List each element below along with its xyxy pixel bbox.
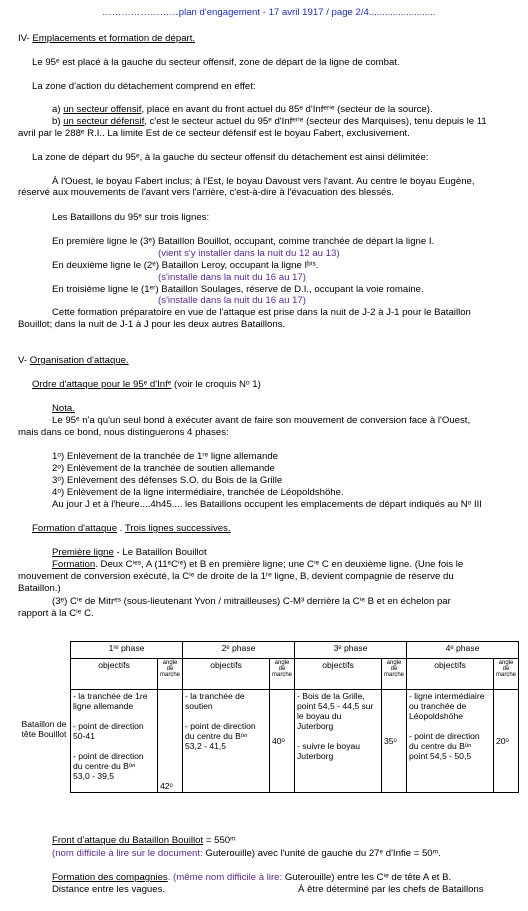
line-first-note: (vient s'y installer dans la nuit du 12 au 13) (158, 248, 340, 259)
section-number: V- (18, 355, 28, 366)
paragraph: Le 95ᵉ n'a qu'un seul bond à exécuter avant de faire son mouvement de conversion face à l'Ouest, (52, 415, 471, 426)
col-header-objectifs: objectifs (183, 659, 270, 690)
paragraph: La zone d'action du détachement comprend en effet: (32, 81, 256, 92)
paragraph: mais dans ce bond, nous distinguerons 4 phases: (18, 427, 229, 438)
nota-title: Nota. (52, 403, 75, 414)
distance-text: À être déterminé par les chefs de Bataillons (298, 884, 484, 895)
formation-text: Trois lignes successives. (124, 523, 231, 534)
col-header-angle: angle de marche (494, 659, 519, 690)
paragraph: réservé aux mouvements de l'avant vers l'arrière, c'est-à-dire à l'évacuation des blessés. (18, 187, 394, 198)
ordre-title: Ordre d'attaque pour le 95ᵉ d'Infᵉ (32, 379, 172, 390)
formation-cies-title: Formation des compagnies (52, 872, 168, 883)
objectives-cell: - ligne intermédiaire ou tranchée de Léopoldshöhe - point de direction du centre du Bᵒⁿ point 54,5 - 50,5 (407, 690, 494, 793)
paragraph: Le 95ᵉ est placé à la gauche du secteur offensif, zone de départ de la ligne de combat. (32, 57, 400, 68)
phase-header: 1ʳᵉ phase (71, 642, 183, 659)
nom-text: Guterouille) avec l'unité de gauche du 27ᵉ d'Infie = 50ᵐ. (205, 848, 441, 859)
paragraph: Les Bataillons du 95ᵉ sur trois lignes: (52, 212, 210, 223)
formation-text: . Deux Cⁱᵉˢ, A (11ᵉCⁱᵉ) et B en première ligne; une Cⁱᵉ C en deuxième ligne. (Une fois le (95, 559, 464, 570)
formation-attaque: Formation d'attaque . Trois lignes successives. (32, 523, 231, 534)
paragraph: Cette formation préparatoire en vue de l'attaque est prise dans la nuit de J-2 à J-1 pour le Bataillon (52, 307, 471, 318)
premiere-title: Première ligne (52, 547, 114, 558)
angle-cell: 42ᵒ (158, 690, 183, 793)
phase-item: 1ᵒ) Enlèvement de la tranchée de 1ʳᵉ ligne allemande (52, 451, 279, 462)
objectives-cell: - Bois de la Grille, point 54,5 - 44,5 sur le boyau du Juterborg - suivre le boyau Juterborg (295, 690, 382, 793)
col-header-objectifs: objectifs (71, 659, 158, 690)
angle-cell: 35ᵒ (382, 690, 407, 793)
line-third: En troisième ligne le (1ᵉʳ) Bataillon Soulages, réserve de D.I., occupant la voie romaine. (52, 284, 424, 295)
paragraph: Au jour J et à l'heure....4h45.... les Bataillons occupent les emplacements de départ indiqués au Nᵒ III (52, 499, 482, 510)
paragraph: (3ᵉ) Cⁱᵉ de Mitrᵉˢ (sous-lieutenant Yvon / mitrailleuses) C-M³ derrière la Cⁱᵉ B et en échelon par (52, 596, 451, 607)
list-item-b (52, 116, 487, 127)
phase-header: 4ᵉ phase (407, 642, 519, 659)
item-underlined: un secteur défensif (63, 116, 145, 127)
angle-cell: 40ᵒ (270, 690, 295, 793)
col-header-angle: angle de marche (158, 659, 183, 690)
phases-table (70, 641, 519, 793)
paragraph: Bataillon.) (18, 583, 61, 594)
line-second-note: (s'installe dans la nuit du 16 au 17) (158, 272, 306, 283)
formation-label: Formation (52, 559, 96, 570)
paragraph: À l'Ouest, le boyau Fabert inclus; à l'Est, le boyau Davoust vers l'avant. Au centre le boyau Eugène, (52, 176, 475, 187)
section-title: Organisation d'attaque. (29, 355, 129, 366)
formation-cies-text: Guterouille) entre les Cⁱᵉ de tête A et B. (284, 872, 452, 883)
phase-header: 3ᵉ phase (295, 642, 407, 659)
item-text: , c'est le secteur actuel du 95ᵉ d'Infᵉʳⁱᵉ (secteur des Marquises), tenu depuis le 11 (144, 116, 487, 127)
ordre-attaque (32, 379, 261, 390)
item-text: , placé en avant du front actuel du 85ᵉ d'Infᵉʳⁱᵉ (secteur de la source). (141, 104, 433, 115)
phase-item: 2ᵒ) Enlèvement de la tranchée de soutien allemande (52, 463, 275, 474)
front-attaque (52, 835, 236, 846)
paragraph: avril par le 288ᵉ R.I.. La limite Est de ce secteur défensif est le boyau Fabert, exclusivement. (18, 128, 410, 139)
section-iv-title (18, 33, 195, 44)
section-number: IV- (18, 33, 30, 44)
col-header-objectifs: objectifs (407, 659, 494, 690)
paragraph: Bouillot; dans la nuit de J-1 à J pour les deux autres Bataillons. (18, 319, 286, 330)
item-label: b) (52, 116, 61, 127)
page-header: ……………………plan d'engagement - 17 avril 1917 / page 2/4......................... (102, 7, 436, 18)
paragraph: rapport à la Cⁱᵉ C. (18, 608, 94, 619)
item-label: a) (52, 104, 61, 115)
line-second: En deuxième ligne le (2ᵉ) Bataillon Leroy, occupant la ligne Iᵇⁱˢ. (52, 260, 319, 271)
ordre-ref: (voir le croquis Nᵒ 1) (171, 379, 261, 390)
formation-cies-note: . (même nom difficile à lire: (167, 872, 283, 883)
nom-difficile (52, 848, 441, 859)
list-item-a (52, 104, 433, 115)
line-first: En première ligne le (3ᵉ) Bataillon Bouillot, occupant, comme tranchée de départ la ligne I. (52, 236, 435, 247)
distance-vagues: Distance entre les vagues. (52, 884, 166, 895)
angle-cell: 20ᵒ (494, 690, 519, 793)
objectives-cell: - la tranchée de 1re ligne allemande - point de direction 50-41 - point de direction du centre du Bᵒⁿ 53,0 - 39,5 (71, 690, 158, 793)
item-underlined: un secteur offensif (63, 104, 142, 115)
section-v-title (18, 355, 129, 366)
formation-line (52, 559, 463, 570)
formation-compagnies (52, 872, 451, 883)
line-third-note: (s'installe dans la nuit du 16 au 17) (158, 295, 306, 306)
premiere-ligne (52, 547, 207, 558)
phase-item: 3ᵒ) Enlèvement des défenses S.O. du Bois de la Grille (52, 475, 283, 486)
front-title: Front d'attaque du Bataillon Bouillot (52, 835, 204, 846)
phase-item: 4ᵒ) Enlèvement de la ligne intermédiaire, tranchée de Léopoldshöhe. (52, 487, 344, 498)
paragraph: mouvement de conversion exécuté, la Cⁱᵉ de droite de la 1ʳᵉ ligne, B, devient compagnie de réserve du (18, 571, 454, 582)
paragraph: La zone de départ du 95ᵉ, à la gauche du secteur offensif du détachement est ainsi délimitée: (32, 152, 429, 163)
col-header-objectifs: objectifs (295, 659, 382, 690)
objectives-cell: - la tranchée de soutien - point de direction du centre du Bᵒⁿ 53,2 - 41,5 (183, 690, 270, 793)
front-value: = 550ᵐ (203, 835, 236, 846)
table-row-label: Bataillon de tête Bouillot (21, 719, 67, 739)
section-title: Emplacements et formation de départ. (32, 33, 196, 44)
col-header-angle: angle de marche (382, 659, 407, 690)
formation-title: Formation d'attaque (32, 523, 118, 534)
col-header-angle: angle de marche (270, 659, 295, 690)
nom-note: (nom difficile à lire sur le document: (52, 848, 203, 859)
phase-header: 2ᵉ phase (183, 642, 295, 659)
premiere-text: - Le Bataillon Bouillot (113, 547, 207, 558)
